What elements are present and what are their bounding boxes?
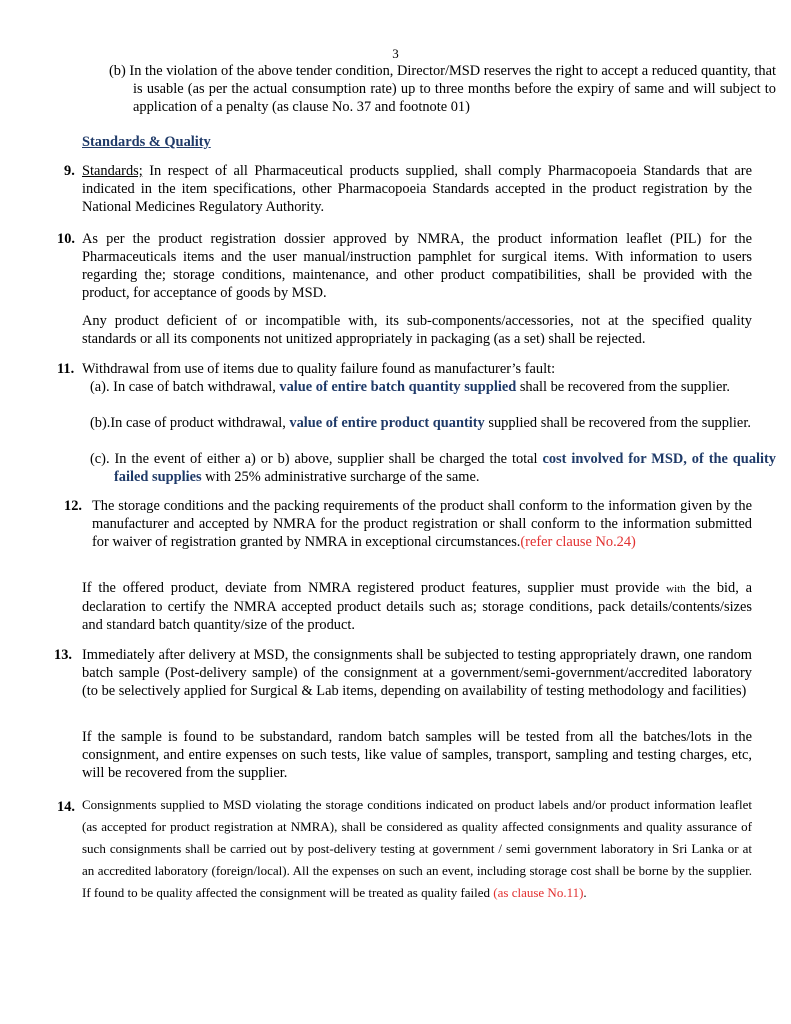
clause-10-number: 10.: [57, 231, 75, 247]
clause-13-para-1: Immediately after delivery at MSD, the consignments shall be subjected to testing appropriately drawn, one random batch sample (Post-delivery sample) of the consignment at a government/semi-government/accredited laboratory (to be selectively applied for Surgical & Lab items, depending on availability of testing methodology and facilities): [82, 647, 752, 699]
clause-14-reference: (as clause No.11): [493, 885, 584, 900]
clause-14-number: 14.: [57, 799, 75, 815]
clause-11-item-b: (b).In case of product withdrawal, value of entire product quantity supplied shall be recovered from the supplier.: [90, 415, 751, 431]
clause-9-body: In respect of all Pharmaceutical products supplied, shall comply Pharmacopoeia Standards that are indicated in the item specifications, other Pharmacopoeia Standards accepted in the product registration by the National Medicines Regulatory Authority.: [82, 163, 752, 215]
clause-13-number: 13.: [54, 647, 72, 663]
clause-8b: (b) In the violation of the above tender condition, Director/MSD reserves the right to accept a reduced quantity, that is usable (as per the actual consumption rate) up to three months before the expiry of same and will subject to application of a penalty (as clause No. 37 and footnote 01): [109, 63, 776, 115]
clause-11-intro: Withdrawal from use of items due to quality failure found as manufacturer’s fault:: [82, 361, 556, 377]
clause-12-reference: (refer clause No.24): [520, 534, 636, 550]
clause-12-para-2: If the offered product, deviate from NMRA registered product features, supplier must provide with the bid, a declaration to certify the NMRA accepted product details such as; storage conditions, pack details/contents/sizes and standard batch quantity/size of the product.: [82, 580, 752, 633]
clause-11-item-a: (a). In case of batch withdrawal, value of entire batch quantity supplied shall be recovered from the supplier.: [90, 379, 731, 395]
clause-12-para-1: The storage conditions and the packing requirements of the product shall conform to the information given by the manufacturer and accepted by NMRA for the product registration or shall conform to the information submitted for waiver of registration granted by NMRA in exceptional circumstances.(refer clause No.24): [92, 498, 752, 550]
clause-9-number: 9.: [64, 163, 75, 179]
clause-9-lead: Standards;: [82, 163, 143, 179]
clause-11-number: 11.: [57, 361, 75, 377]
clause-11-item-c: (c). In the event of either a) or b) above, supplier shall be charged the total cost involved for MSD, of the quality failed supplies with 25% administrative surcharge of the same.: [90, 451, 776, 485]
clause-9-text: [82, 162, 752, 216]
section-heading: Standards & Quality: [82, 134, 211, 150]
clause-14-text: Consignments supplied to MSD violating the storage conditions indicated on product labels and/or product information leaflet (as accepted for product registration at NMRA), shall be considered as quality affected consignments and quality assurance of such consignments shall be carried out by post-delivery testing at government / semi government laboratory in Sri Lanka or at an accredited laboratory (foreign/local). All the expenses on such an event, including storage cost shall be borne by the supplier. If found to be quality affected the consignment will be treated as quality failed (as clause No.11).: [82, 797, 752, 900]
page-number: 3: [392, 46, 399, 61]
clause-12-number: 12.: [64, 498, 82, 514]
clause-10-para-2: Any product deficient of or incompatible with, its sub-components/accessories, not at the specified quality standards or all its components not unitized appropriately in packaging (as a set) shall be rejected.: [82, 313, 752, 347]
clause-13-para-2: If the sample is found to be substandard, random batch samples will be tested from all the batches/lots in the consignment, and entire expenses on such tests, like value of samples, transport, sampling and testing charges, etc, will be recovered from the supplier.: [82, 729, 752, 781]
clause-10-para-1: As per the product registration dossier approved by NMRA, the product information leaflet (PIL) for the Pharmaceuticals items and the user manual/instruction pamphlet for surgical items. With information to users regarding the; storage conditions, maintenance, and other product compatibilities, shall be provided with the product, for acceptance of goods by MSD.: [82, 231, 752, 301]
